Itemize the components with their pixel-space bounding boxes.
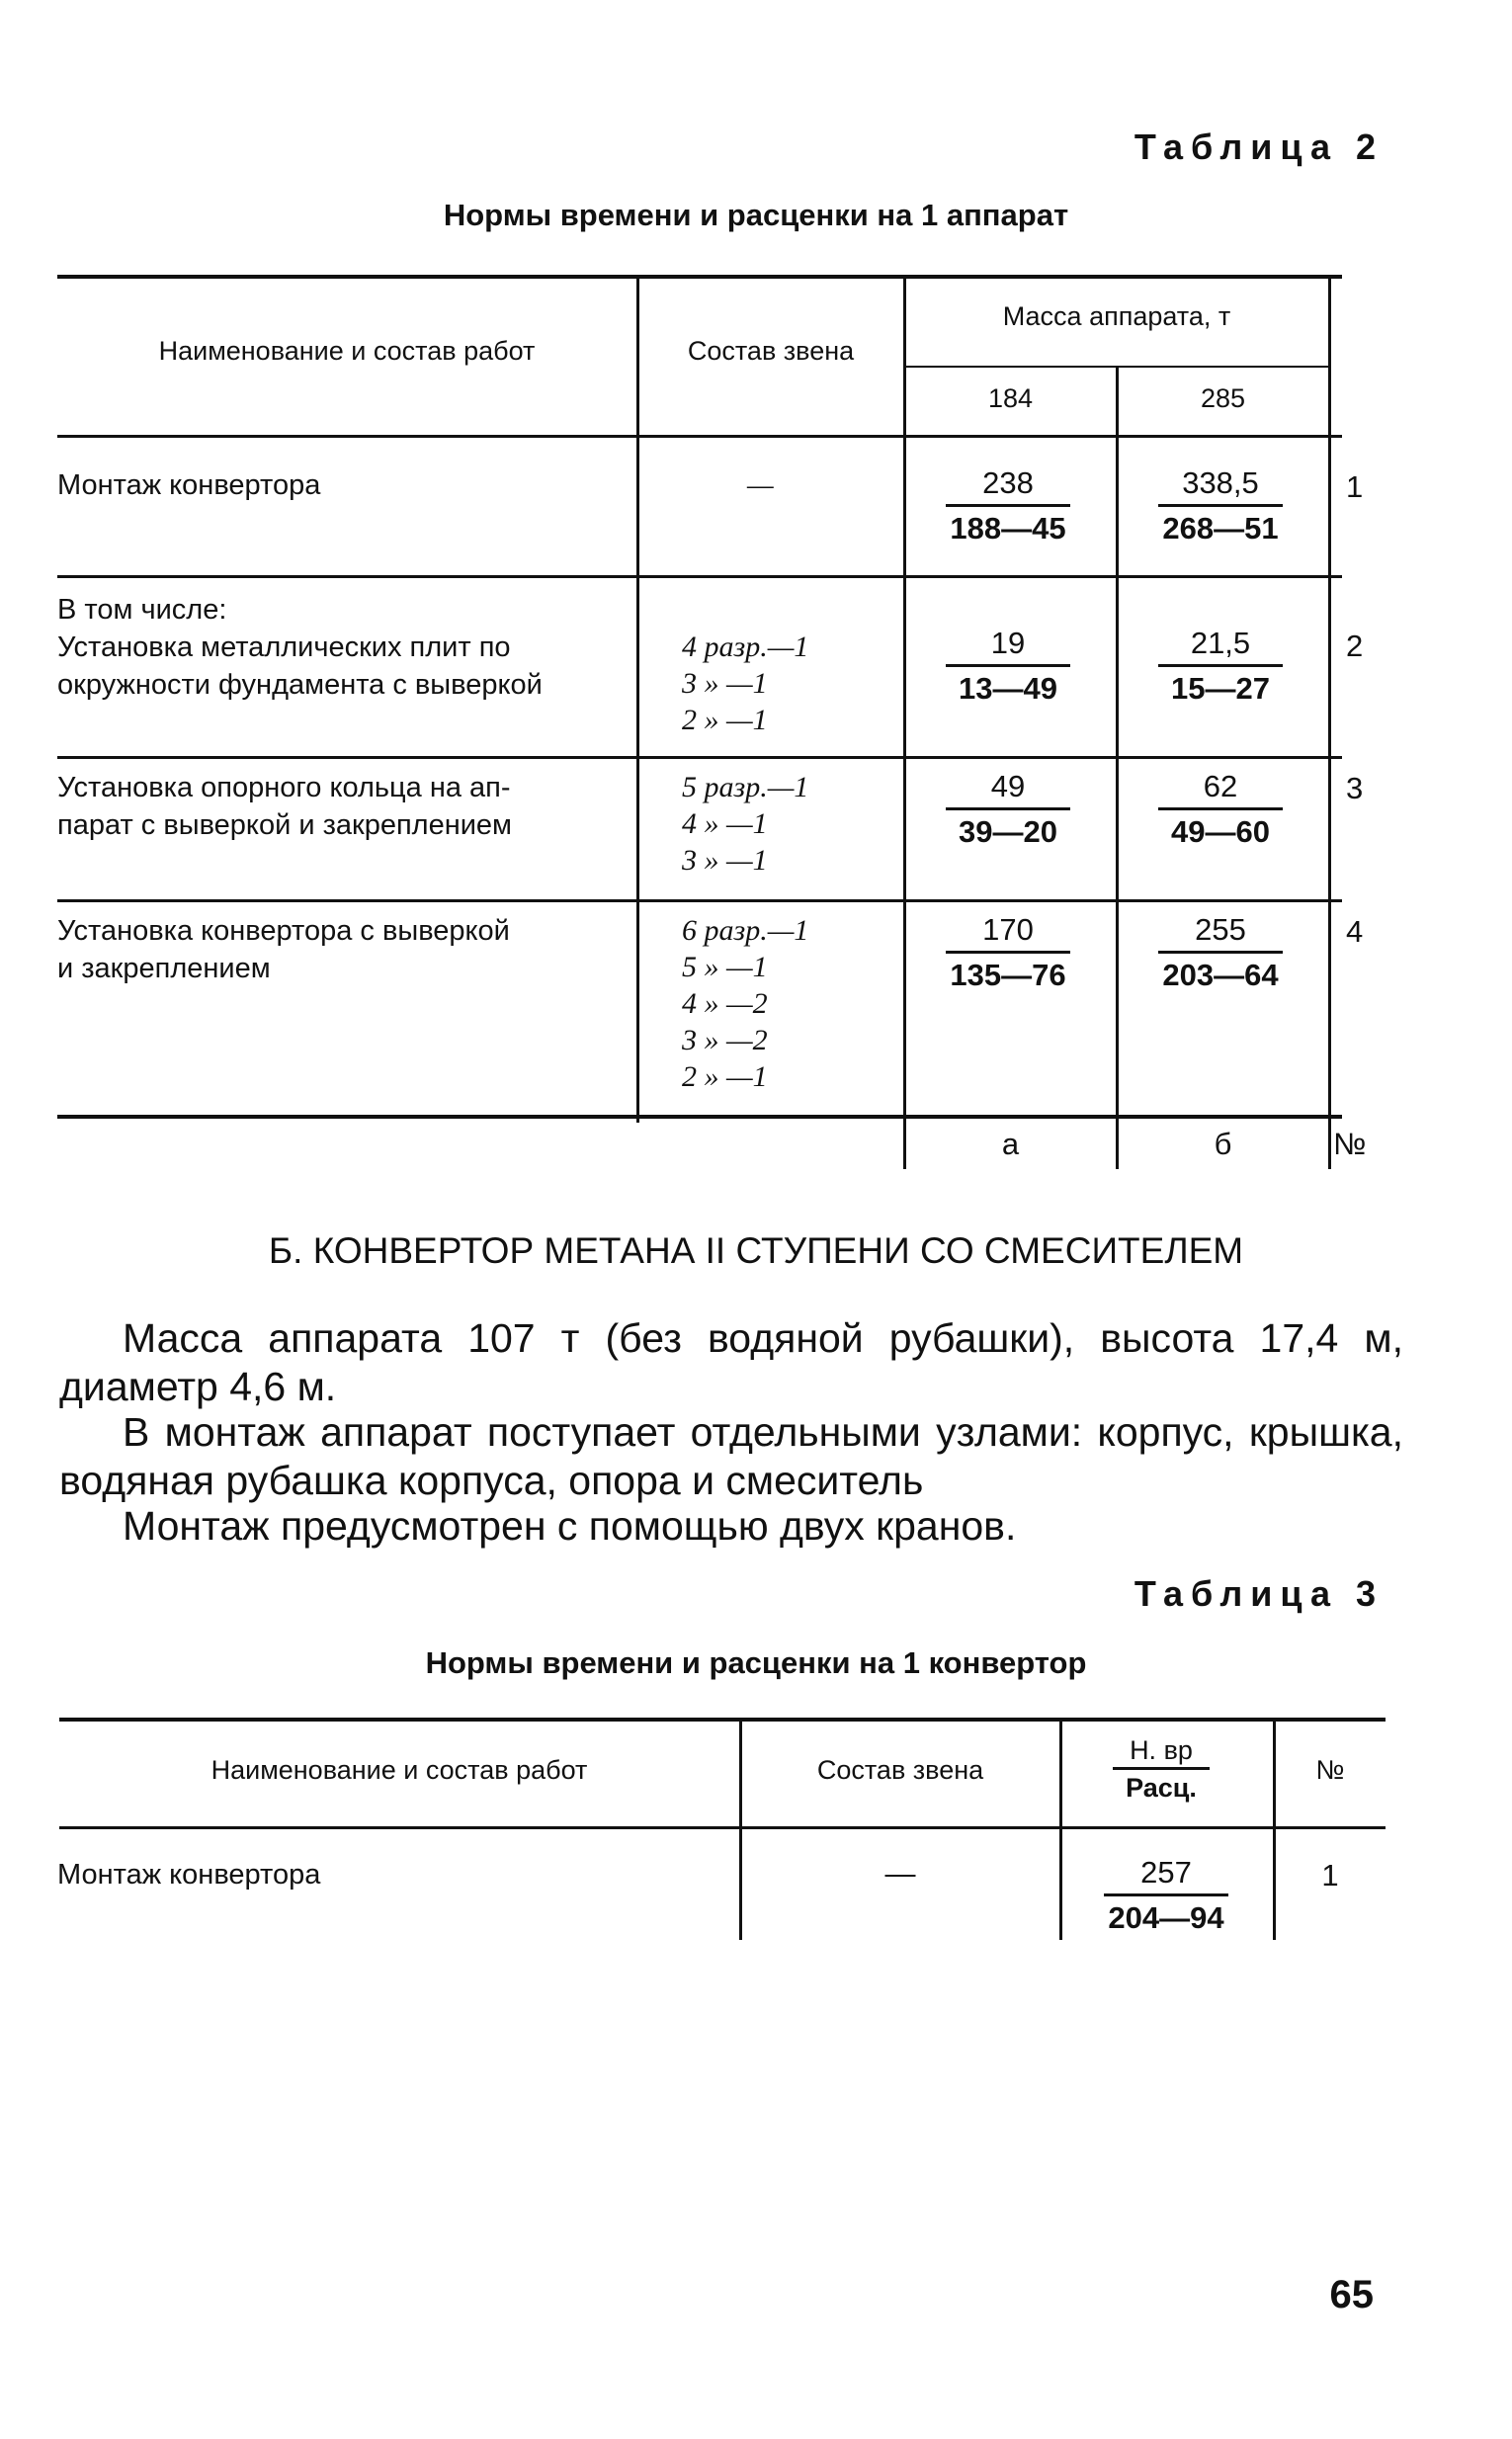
table-3-row-name: Монтаж конвертора	[57, 1859, 321, 1891]
table-row-1-value-a	[924, 463, 1092, 550]
table-2-caption: Нормы времени и расценки на 1 аппарат	[443, 198, 1069, 232]
table-row-4-crew	[682, 912, 808, 1095]
header-mass-184: 184	[987, 383, 1034, 413]
table-row-3-value-b	[1136, 766, 1304, 854]
table-2-label: Таблица 2	[1134, 126, 1384, 167]
footer-column-a: а	[1001, 1127, 1020, 1161]
row-1-name-line-1: Монтаж конвертора	[57, 469, 321, 501]
header-mass-285: 285	[1200, 383, 1246, 413]
row-3-name-line-1: Установка опорного кольца на ап-	[57, 772, 511, 803]
footer-column-b: б	[1214, 1127, 1232, 1161]
row-2-crew-line-3: 2 » —1	[682, 704, 768, 736]
value-b-price: 203—64	[1162, 958, 1279, 992]
value-b-price: 49—60	[1171, 814, 1270, 849]
row-3-crew-line-2: 4 » —1	[682, 807, 768, 840]
row-2-name-line-1: В том числе:	[57, 594, 227, 626]
row-3-name-line-2: парат с выверкой и закреплением	[57, 809, 512, 841]
value-price: 204—94	[1108, 1900, 1224, 1935]
row-3-crew-line-1: 5 разр.—1	[682, 771, 809, 803]
row-2-name-line-3: окружности фундамента с выверкой	[57, 669, 543, 701]
table-row-1-value-b	[1136, 463, 1304, 550]
section-heading: Б. КОНВЕРТОР МЕТАНА II СТУПЕНИ СО СМЕСИТЕЛЕМ	[268, 1230, 1244, 1271]
table-row-1-crew: —	[747, 468, 774, 501]
table-row-3-crew	[682, 769, 808, 879]
value-a-norm: 49	[946, 766, 1070, 810]
value-b-norm: 255	[1158, 909, 1283, 954]
value-a-norm: 170	[946, 909, 1070, 954]
value-a-norm: 238	[946, 463, 1070, 507]
header-norm-price	[1077, 1733, 1245, 1806]
value-b-norm: 338,5	[1158, 463, 1283, 507]
header-crew: Состав звена	[687, 336, 855, 366]
row-4-crew-line-5: 2 » —1	[682, 1060, 768, 1093]
table-row-3-name	[57, 769, 630, 844]
table-row-2-name	[57, 591, 630, 704]
header-name-of-works: Наименование и состав работ	[210, 1755, 588, 1785]
table-row-4-name	[57, 912, 630, 987]
table-row-2-value-a	[924, 623, 1092, 711]
paragraph-delivery: В монтаж аппарат поступает отдельными узлами: корпус, крышка, водяная рубашка корпуса, опора и смеситель	[59, 1409, 1403, 1503]
table-row-1-name	[57, 466, 630, 504]
value-a-norm: 19	[946, 623, 1070, 667]
row-4-name-line-1: Установка конвертора с выверкой	[57, 915, 510, 947]
table-3-caption: Нормы времени и расценки на 1 конвертор	[425, 1645, 1087, 1680]
value-b-norm: 62	[1158, 766, 1283, 810]
row-2-crew-line-1: 4 разр.—1	[682, 631, 809, 663]
footer-column-number: №	[1333, 1127, 1367, 1161]
table-row-2-crew	[682, 629, 808, 738]
header-norm: Н. вр	[1113, 1733, 1210, 1770]
value-a-price: 39—20	[959, 814, 1057, 849]
table-row-2-value-b	[1136, 623, 1304, 711]
row-3-crew-line-3: 3 » —1	[682, 844, 768, 877]
row-4-crew-line-3: 4 » —2	[682, 987, 768, 1020]
row-2-crew-line-2: 3 » —1	[682, 667, 768, 700]
value-b-norm: 21,5	[1158, 623, 1283, 667]
header-number: №	[1315, 1755, 1345, 1785]
table-3-label: Таблица 3	[1134, 1573, 1384, 1614]
value-norm: 257	[1104, 1852, 1228, 1896]
table-row-1-number: 1	[1346, 469, 1364, 504]
table-row-3-value-a	[924, 766, 1092, 854]
page-number: 65	[1329, 2273, 1374, 2316]
table-3-row-number: 1	[1321, 1858, 1339, 1892]
paragraph-cranes: Монтаж предусмотрен с помощью двух кранов.	[123, 1503, 1017, 1549]
value-b-price: 268—51	[1162, 511, 1279, 546]
table-row-4-value-a	[924, 909, 1092, 997]
value-b-price: 15—27	[1171, 671, 1270, 706]
paragraph-mass: Масса аппарата 107 т (без водяной рубашки), высота 17,4 м, диаметр 4,6 м.	[59, 1315, 1403, 1409]
table-3-row-value	[1082, 1852, 1250, 1940]
row-4-name-line-2: и закреплением	[57, 953, 271, 984]
table-row-4-value-b	[1136, 909, 1304, 997]
header-price: Расц.	[1126, 1773, 1197, 1803]
row-4-crew-line-2: 5 » —1	[682, 951, 768, 983]
value-a-price: 13—49	[959, 671, 1057, 706]
header-crew: Состав звена	[816, 1755, 984, 1785]
value-a-price: 135—76	[950, 958, 1066, 992]
table-row-3-number: 3	[1346, 771, 1364, 805]
table-row-4-number: 4	[1346, 914, 1364, 949]
table-row-2-number: 2	[1346, 629, 1364, 663]
table-3-row-crew: —	[884, 1856, 916, 1891]
row-2-name-line-2: Установка металлических плит по	[57, 631, 511, 663]
row-4-crew-line-1: 6 разр.—1	[682, 914, 809, 947]
row-4-crew-line-4: 3 » —2	[682, 1024, 768, 1056]
header-mass: Масса аппарата, т	[1002, 301, 1231, 331]
header-name-of-works: Наименование и состав работ	[158, 336, 536, 366]
value-a-price: 188—45	[950, 511, 1066, 546]
